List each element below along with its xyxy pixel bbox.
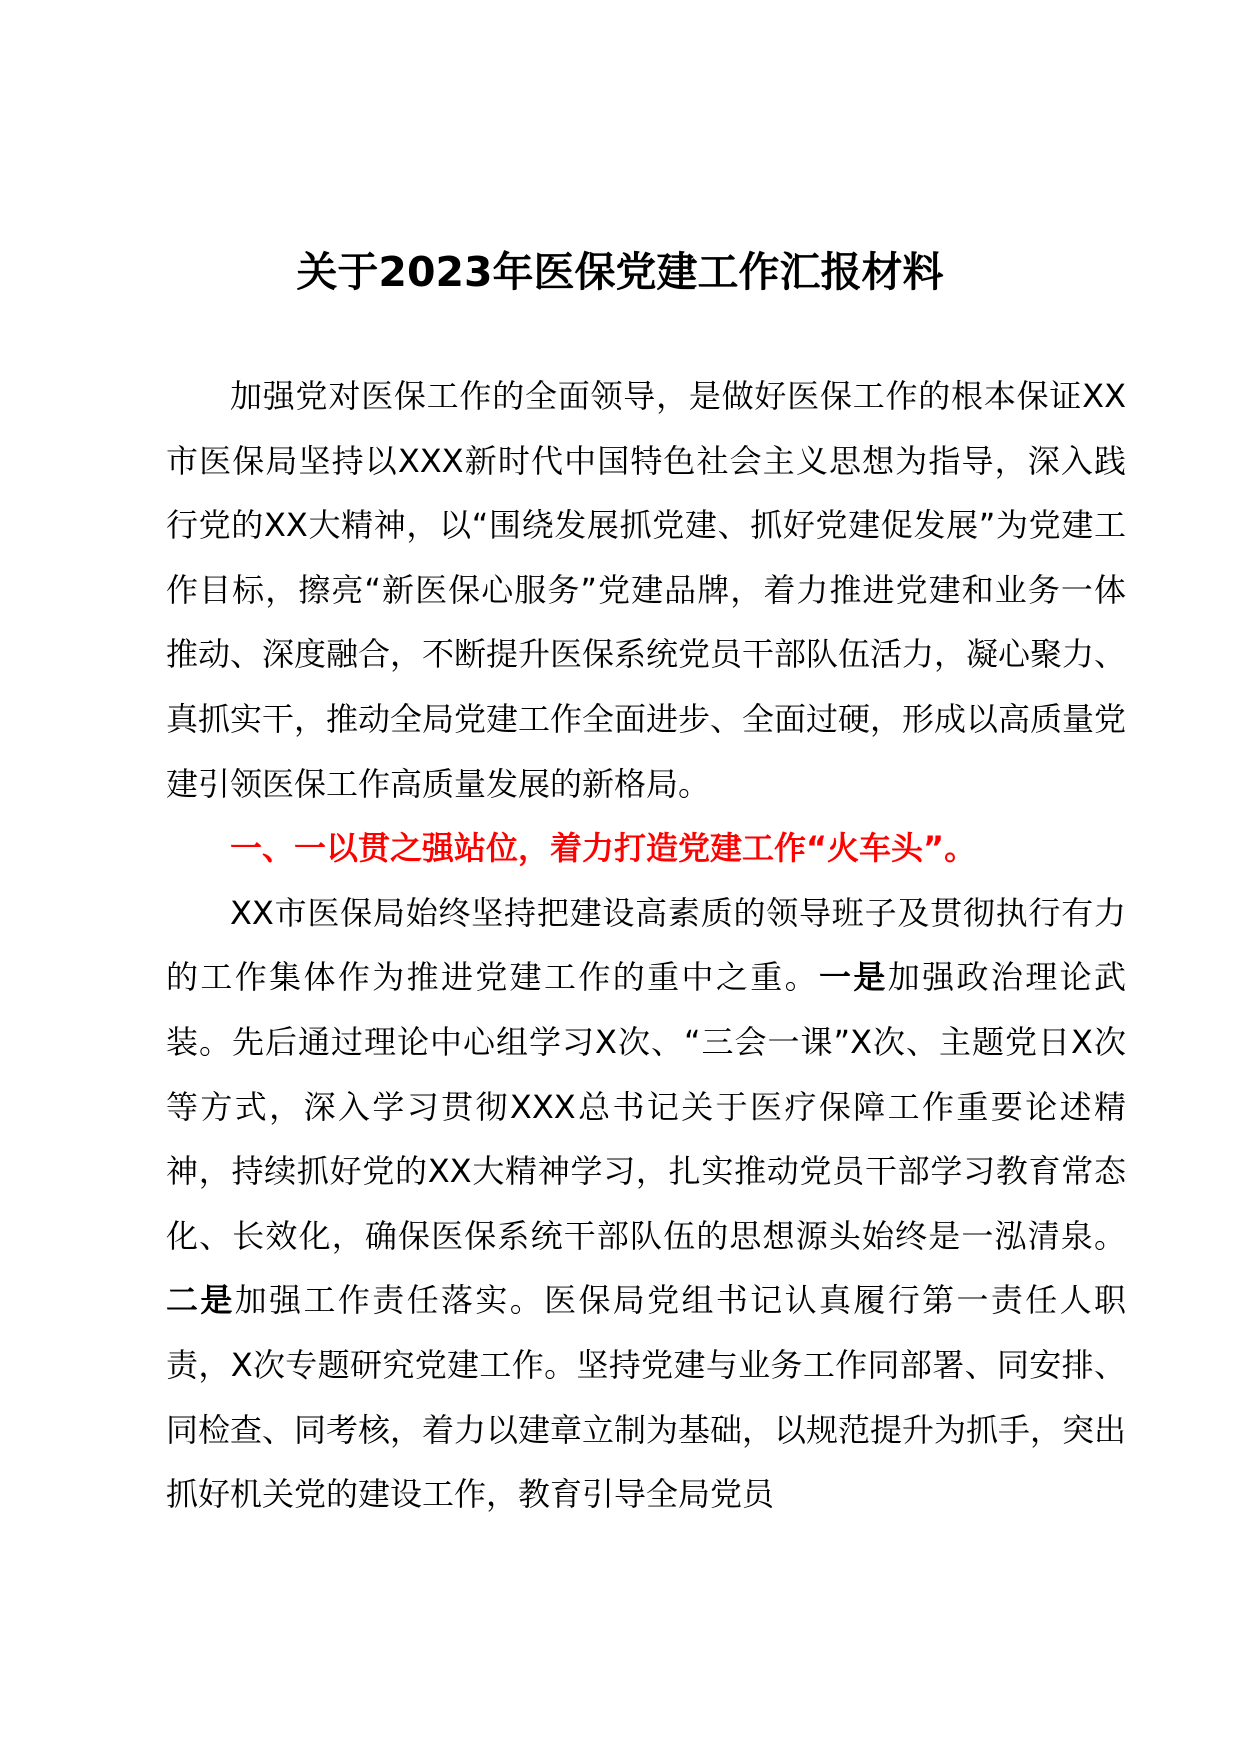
section-1-text-c: 加强工作责任落实。医保局党组书记认真履行第一责任人职责，X次专题研究党建工作。坚持党建与业务工作同部署、同安排、同检查、同考核，着力以建章立制为基础，以规范提升为抓手，突出抓好机关党的建设工作，教育引导全局党员 xyxy=(166,1281,1127,1514)
section-1-text-a: XX市医保局始终坚持把建设高素质的领导班子及贯彻执行有力的工作集体作为推进党建工作的重中之重。 xyxy=(166,893,1126,997)
section-1-bold-second: 二是 xyxy=(166,1281,235,1320)
section-1-text-b: 加强政治理论武装。先后通过理论中心组学习X次、“三会一课”X次、主题党日X次等方式，深入学习贯彻XXX总书记关于医疗保障工作重要论述精神，持续抓好党的XX大精神学习，扎实推动党员干部学习教育常态化、长效化，确保医保系统干部队伍的思想源头始终是一泓清泉。 xyxy=(166,958,1126,1255)
section-1-bold-first: 一是 xyxy=(819,958,888,997)
document-title: 关于2023年医保党建工作汇报材料 xyxy=(296,248,944,296)
document-body xyxy=(166,364,1126,1527)
section-1-heading: 一、一以贯之强站位，着力打造党建工作“火车头”。 xyxy=(230,829,977,868)
intro-paragraph: 加强党对医保工作的全面领导，是做好医保工作的根本保证XX市医保局坚持以XXX新时代中国特色社会主义思想为指导，深入践行党的XX大精神，以“围绕发展抓党建、抓好党建促发展”为党建工作目标，擦亮“新医保心服务”党建品牌，着力推进党建和业务一体推动、深度融合，不断提升医保系统党员干部队伍活力，凝心聚力、真抓实干，推动全局党建工作全面进步、全面过硬，形成以高质量党建引领医保工作高质量发展的新格局。 xyxy=(166,377,1127,803)
section-1-paragraph xyxy=(166,881,1126,1527)
